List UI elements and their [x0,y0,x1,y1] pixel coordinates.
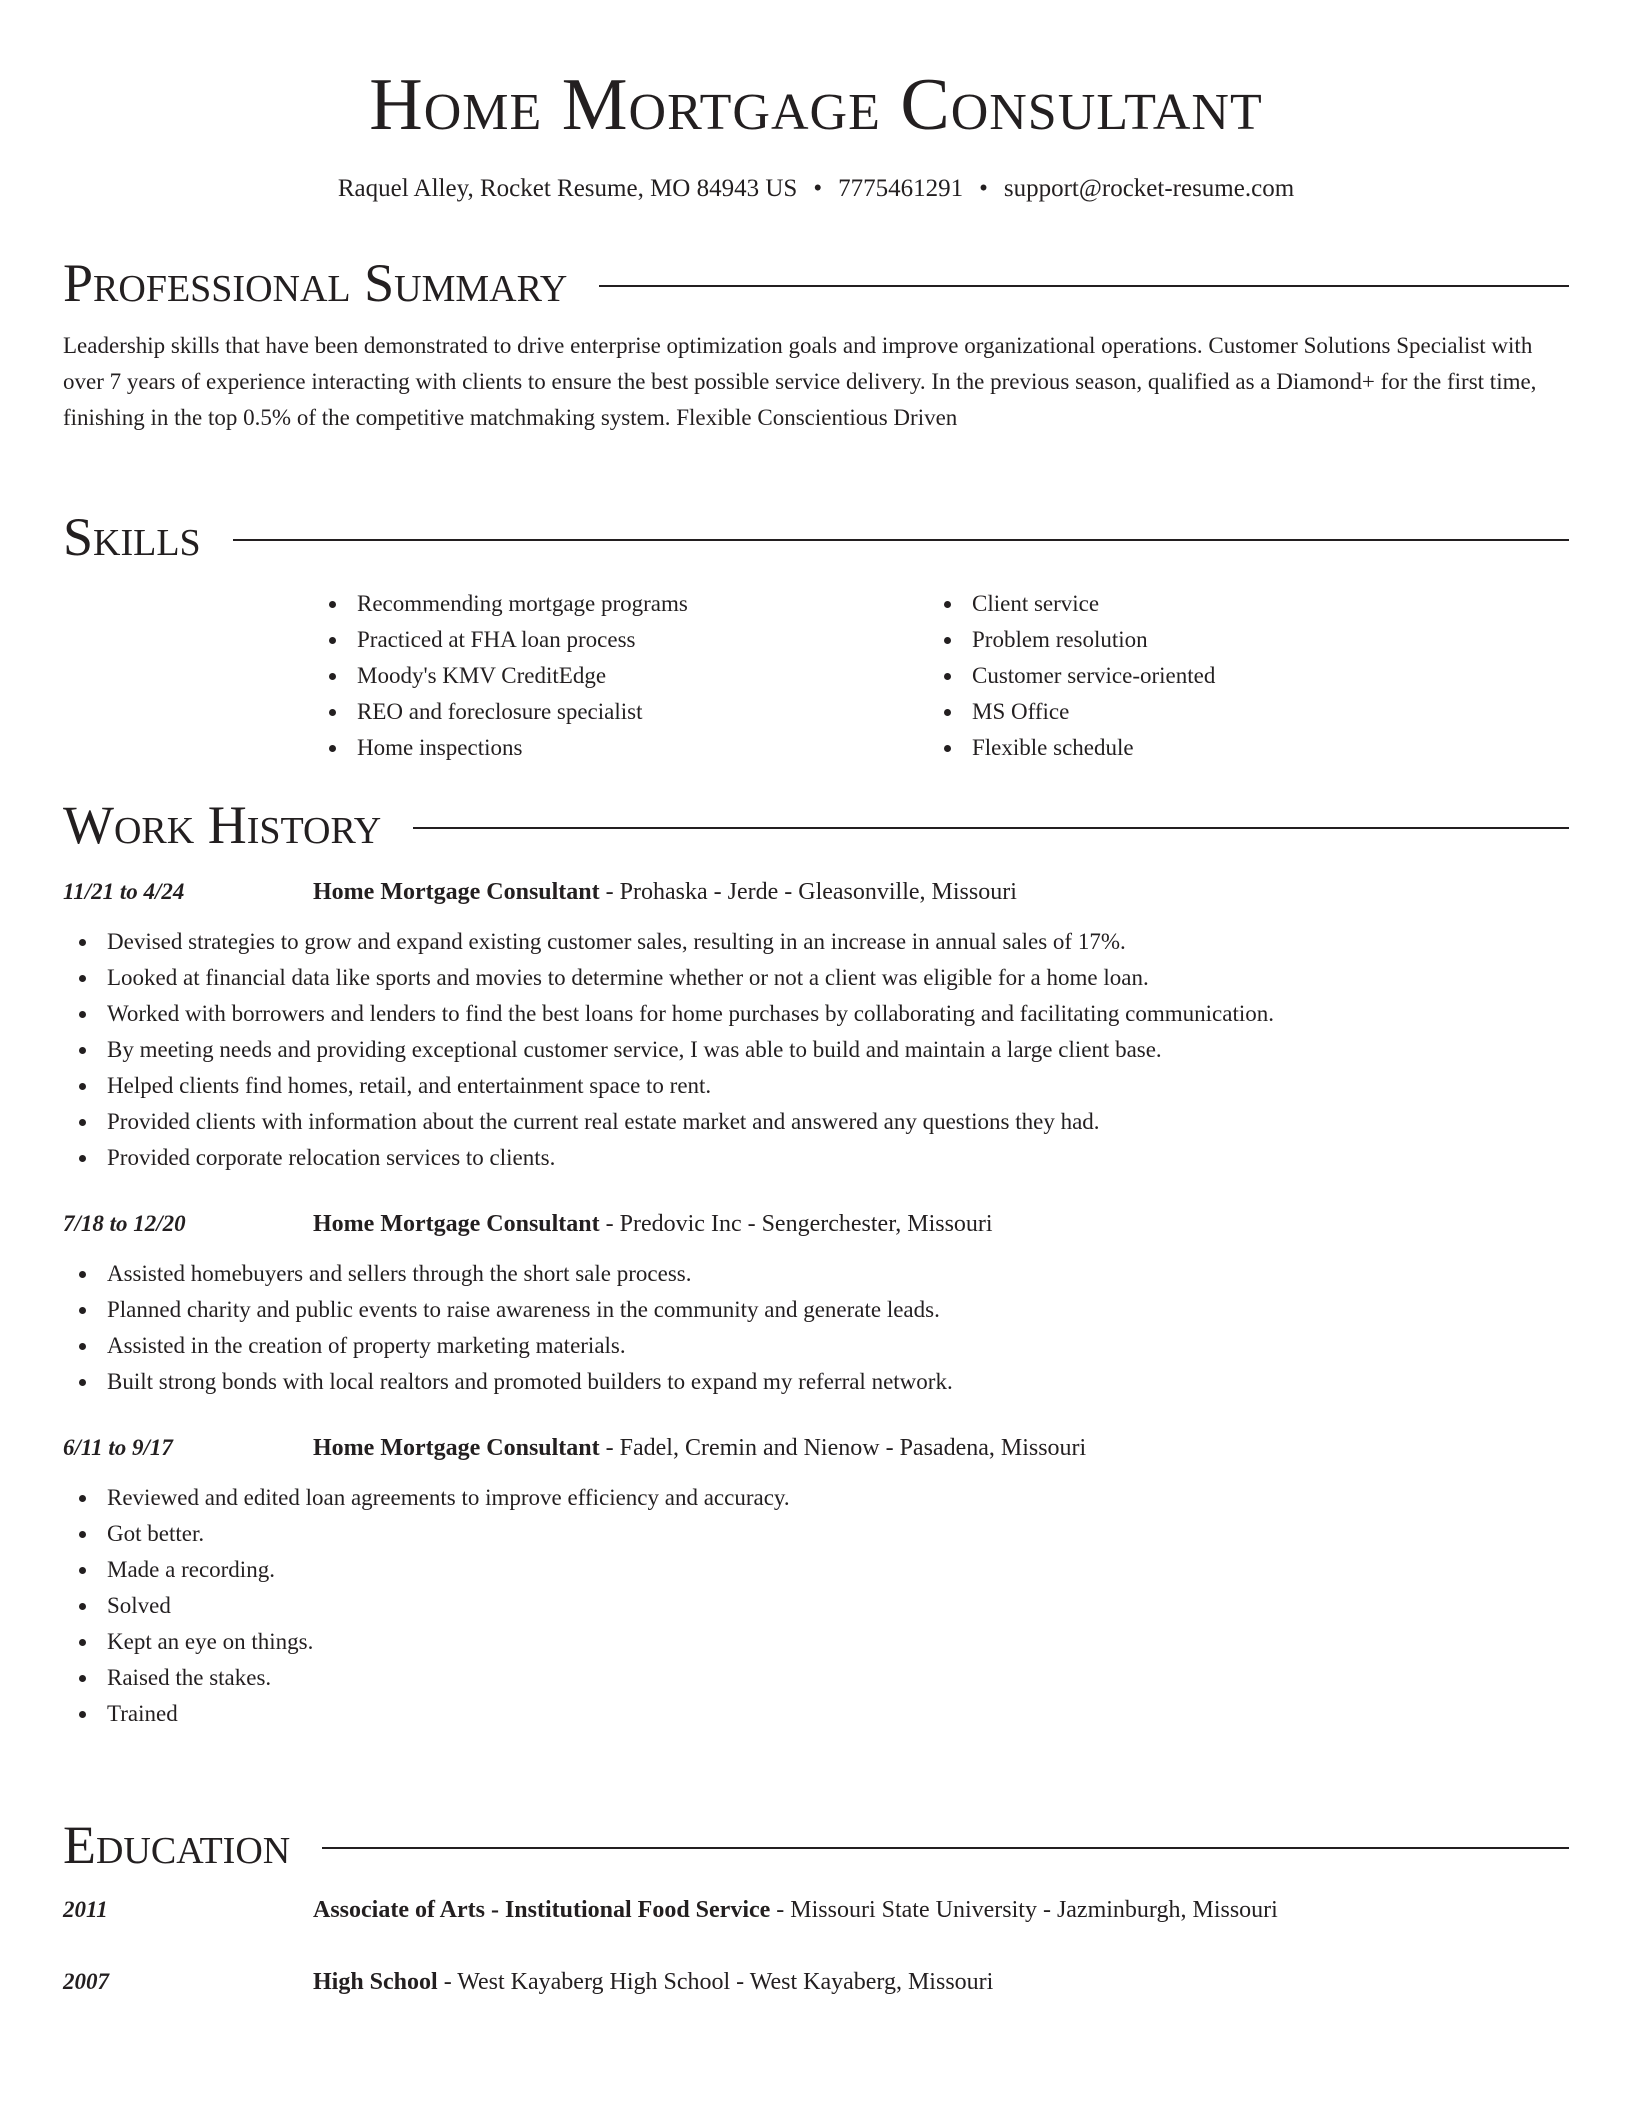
job-entry [63,874,1569,1176]
skills-column-left [313,586,928,766]
contact-phone: 7775461291 [838,175,964,202]
contact-address: Raquel Alley, Rocket Resume, MO 84943 US [337,175,798,202]
job-header-row [63,1206,1569,1242]
skill-item: Flexible schedule [928,730,1543,766]
contact-separator: • [979,175,988,202]
job-bullet: Built strong bonds with local realtors and promoted builders to expand my referral network. [63,1364,1569,1400]
job-bullet: Devised strategies to grow and expand existing customer sales, resulting in an increase in annual sales of 17%. [63,924,1569,960]
skills-section [63,502,1569,766]
skills-header [63,502,1569,572]
job-employer-location: - Predovic Inc - Sengerchester, Missouri [599,1211,993,1237]
work-section [63,790,1569,1732]
job-title: Home Mortgage Consultant [313,879,600,905]
job-bullet: Made a recording. [63,1552,1569,1588]
job-entry [63,1206,1569,1400]
education-degree: High School [313,1969,438,1995]
skills-grid [313,586,1569,766]
job-bullet: Trained [63,1696,1569,1732]
job-bullet: Looked at financial data like sports and movies to determine whether or not a client was eligible for a home loan. [63,960,1569,996]
skill-item: Home inspections [313,730,928,766]
skill-item: Recommending mortgage programs [313,586,928,622]
job-header-row [63,874,1569,910]
skill-item: Problem resolution [928,622,1543,658]
job-header-row [63,1430,1569,1466]
job-bullet: Provided clients with information about the current real estate market and answered any questions they had. [63,1104,1569,1140]
job-bullet: Helped clients find homes, retail, and entertainment space to rent. [63,1068,1569,1104]
job-heading [313,1430,1086,1466]
contact-email: support@rocket-resume.com [1003,175,1295,202]
job-bullet: Assisted homebuyers and sellers through the short sale process. [63,1256,1569,1292]
education-section [63,1810,1569,2000]
education-heading [313,1892,1278,1928]
job-bullet: By meeting needs and providing exceptional customer service, I was able to build and maintain a large client base. [63,1032,1569,1068]
work-header [63,790,1569,860]
education-year: 2011 [63,1897,108,1922]
education-heading [313,1964,993,2000]
education-entry [63,1964,1569,2000]
job-dates: 7/18 to 12/20 [63,1211,186,1236]
section-divider [233,539,1569,541]
education-heading: Education [63,1815,291,1875]
summary-heading: Professional Summary [63,253,568,313]
education-school-location: - Missouri State University - Jazminburgh, Missouri [770,1897,1278,1923]
job-bullet: Got better. [63,1516,1569,1552]
job-bullets [63,1480,1569,1732]
job-employer-location: - Prohaska - Jerde - Gleasonville, Missouri [599,879,1017,905]
section-divider [599,285,1569,287]
job-bullet: Raised the stakes. [63,1660,1569,1696]
job-title: Home Mortgage Consultant [313,1211,600,1237]
job-bullet: Reviewed and edited loan agreements to improve efficiency and accuracy. [63,1480,1569,1516]
contact-line [0,172,1632,206]
job-bullets [63,924,1569,1176]
skill-item: REO and foreclosure specialist [313,694,928,730]
skill-item: Client service [928,586,1543,622]
job-list [63,874,1569,1732]
education-year: 2007 [63,1969,109,1994]
job-entry [63,1430,1569,1732]
job-bullet: Planned charity and public events to raise awareness in the community and generate leads. [63,1292,1569,1328]
job-bullet: Solved [63,1588,1569,1624]
job-bullet: Kept an eye on things. [63,1624,1569,1660]
summary-text: Leadership skills that have been demonstrated to drive enterprise optimization goals and improve organizational operations. Customer Solutions Specialist with over 7 years of experience interacting with clients to ensure the best possible service delivery. In the previous season, qualified as a Diamond+ for the first time, finishing in the top 0.5% of the competitive matchmaking system. Flexible Conscientious Driven [63,333,1537,430]
summary-header [63,248,1569,318]
job-bullet: Provided corporate relocation services to clients. [63,1140,1569,1176]
education-entry [63,1892,1569,1928]
skills-column-right [928,586,1543,766]
skills-heading: Skills [63,507,201,567]
section-divider [322,1847,1569,1849]
skill-item: MS Office [928,694,1543,730]
work-heading: Work History [63,795,382,855]
skill-item: Customer service-oriented [928,658,1543,694]
job-bullet: Worked with borrowers and lenders to find the best loans for home purchases by collaborating and facilitating communication. [63,996,1569,1032]
contact-separator: • [813,175,823,202]
education-list [63,1892,1569,2000]
skills-list-left [313,586,928,766]
summary-section [63,248,1569,436]
job-title: Home Mortgage Consultant [313,1435,600,1461]
education-header [63,1810,1569,1880]
job-bullet: Assisted in the creation of property marketing materials. [63,1328,1569,1364]
education-degree: Associate of Arts - Institutional Food Service [313,1897,771,1923]
skill-item: Practiced at FHA loan process [313,622,928,658]
job-dates: 6/11 to 9/17 [63,1435,173,1460]
skills-list-right [928,586,1543,766]
job-employer-location: - Fadel, Cremin and Nienow - Pasadena, Missouri [599,1435,1087,1461]
skill-item: Moody's KMV CreditEdge [313,658,928,694]
education-school-location: - West Kayaberg High School - West Kayaberg, Missouri [437,1969,994,1995]
resume-title: Home Mortgage Consultant [369,64,1263,146]
job-dates: 11/21 to 4/24 [63,879,185,904]
job-heading [313,874,1017,910]
job-bullets [63,1256,1569,1400]
section-divider [413,827,1569,829]
job-heading [313,1206,993,1242]
